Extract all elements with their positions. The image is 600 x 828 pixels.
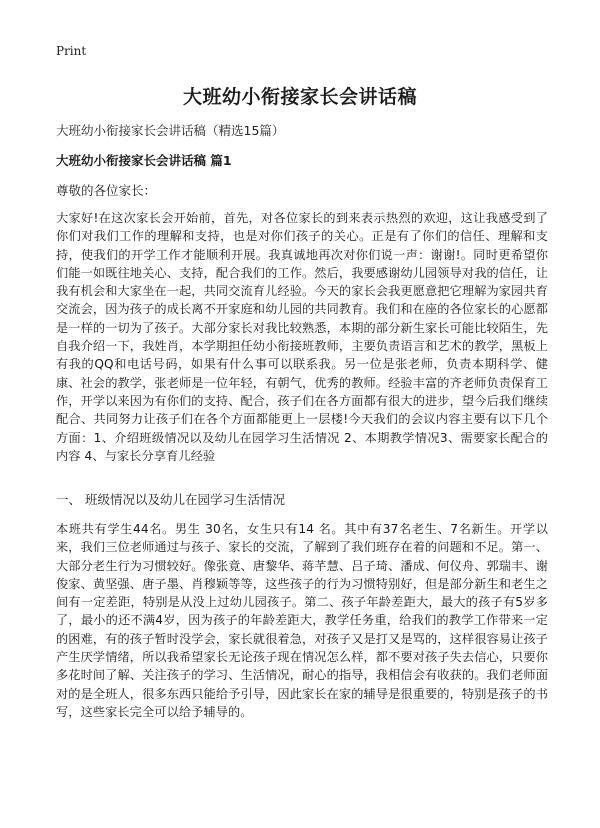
- page-title: 大班幼小衔接家长会讲话稿: [182, 86, 417, 108]
- body-paragraph-1: 大家好!在这次家长会开始前，首先，对各位家长的到来表示热烈的欢迎，这让我感受到了你们对我们工作的理解和支持，也是对你们孩子的关心。正是有了你们的信任、理解和支持，使我们的开学工作才能顺利开展。我真诚地再次对你们说一声：谢谢!。同时更希望你们能一如既往地关心、支持，配合我们的工作。然后，我要感谢幼儿园领导对我的信任，让我有机会和大家坐在一起，共同交流育儿经验。今天的家长会我更愿意把它理解为家园共育交流会，因为孩子的成长离不开家庭和幼儿园的共同教育。我们和在座的各位家长的心愿都是一样的一切为了孩子。大部分家长对我比较熟悉，本期的部分新生家长可能比较陌生，先自我介绍一下，我姓肖，本学期担任幼小衔接班教师，主要负责语言和艺术的教学，黑板上有我的QQ和电话号码，如果有什么事可以联系我。另一位是张老师，负责本期科学、健康、社会的教学，张老师是一位年轻，有朝气，优秀的教师。经验丰富的齐老师负责保育工作，开学以来因为有你们的支持、配合，孩子们在各方面都有很大的进步，望今后我们继续配合、共同努力让孩子们在各个方面都能更上一层楼!今天我们的会议内容主要有以下几个方面：1、介绍班级情况以及幼儿在园学习生活情况 2、本期教学情况3、需要家长配合的内容 4、与家长分享育儿经验: [56, 211, 548, 463]
- body-paragraph-2: 本班共有学生44名。男生 30名，女生只有14 名。其中有37名老生、7名新生。开学以来，我们三位老师通过与孩子、家长的交流，了解到了我们班存在着的问题和不足。第一、大部分老生行为习惯较好。像张竟、唐黎华、蒋芊慧、吕子琦、潘成、何仪舟、郭瑞丰、谢俊家、黄坚强、唐子墨、肖穆颖等等，这些孩子的行为习惯特别好，但是部分新生和老生之间有一定差距，特别是从没上过幼儿园孩子。第二、孩子年龄差距大，最大的孩子有5岁多了，最小的还不满4岁，因为孩子的年龄差距大，教学任务重，给我们的教学工作带来一定的困难，有的孩子暂时没学会，家长就很着急，对孩子又是打又是骂的，这样很容易让孩子产生厌学情绪，所以我希望家长无论孩子现在情况怎么样，都不要对孩子失去信心，只要你多花时间了解、关注孩子的学习、生活情况，耐心的指导，我相信会有收获的。我们老师面对的是全班人，很多东西只能给予引导，因此家长在家的辅导是很重要的，特别是孩子的书写，这些家长完全可以给予辅导的。: [56, 522, 548, 719]
- section-heading: 大班幼小衔接家长会讲话稿 篇1: [56, 153, 232, 168]
- print-link[interactable]: Print: [56, 44, 87, 58]
- document-subtitle: 大班幼小衔接家长会讲话稿（精选15篇）: [56, 123, 285, 138]
- item-heading: 一、 班级情况以及幼儿在园学习生活情况: [56, 492, 285, 507]
- greeting: 尊敬的各位家长：: [56, 183, 157, 198]
